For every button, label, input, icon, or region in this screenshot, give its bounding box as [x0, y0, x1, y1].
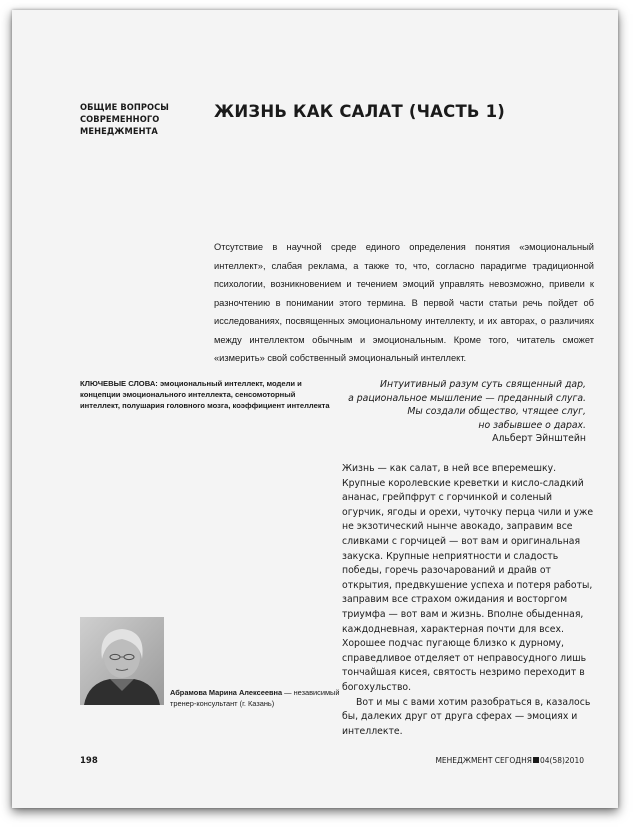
magazine-page	[12, 10, 618, 808]
article-abstract: Отсутствие в научной среде единого определения понятия «эмоциональный интеллект», слабая реклама, а также то, что, согласно парадигме традиционной психологии, возникновением и течением эмоций управлять невозможно, привели к разночтению в понимании этого термина. В первой части статьи речь пойдет об исследованиях, посвященных эмоциональному интеллекту, и их авторах, о различиях между интеллектом обычным и эмоциональным. Кроме того, читатель сможет «измерить» свой собственный эмоциональный интеллект.	[214, 242, 594, 363]
keywords-label: КЛЮЧЕВЫЕ СЛОВА:	[80, 379, 158, 388]
epigraph-line: а рациональное мышление — преданный слуга.	[348, 392, 586, 404]
epigraph-author: Альберт Эйнштейн	[492, 433, 586, 444]
author-name: Абрамова Марина Алексеевна	[170, 688, 283, 697]
author-info	[170, 688, 340, 709]
epigraph-line: но забывшее о дарах.	[478, 419, 586, 431]
page-number: 198	[80, 756, 98, 766]
article-title: ЖИЗНЬ КАК САЛАТ (ЧАСТЬ 1)	[214, 102, 506, 121]
author-description: — независимый тренер-консультант (г. Казань)	[170, 688, 340, 708]
epigraph-line: Мы создали общество, чтящее слуг,	[407, 406, 586, 417]
section-label: ОБЩИЕ ВОПРОСЫ СОВРЕМЕННОГО МЕНЕДЖМЕНТА	[80, 102, 169, 137]
body-paragraph: Вот и мы с вами хотим разобраться в, казалось бы, далеких друг от друга сферах — эмоциях и интеллекте.	[342, 696, 591, 737]
journal-name: МЕНЕДЖМЕНТ СЕГОДНЯ	[435, 756, 532, 765]
epigraph-line: Интуитивный разум суть священный дар,	[380, 379, 586, 390]
journal-footer	[435, 756, 584, 765]
journal-issue: 04(58)2010	[539, 756, 584, 765]
body-paragraph: Жизнь — как салат, в ней все вперемешку. Крупные королевские креветки и кисло-сладкий ананас, грейпфрут с горчинкой и соленый огурчик, ягоды и орехи, чуточку перца чили и уже не экзотический нынче авокадо, заправим все сливками с горчицей — вот вам и оригинальная закуска. Крупные неприятности и сладость победы, горечь разочарований и драйв от открытия, предвкушение успеха и потеря работы, заправим все страхом ожидания и восторгом триумфа — вот вам и жизнь. Вполне обыденная, каждодневная, характерная почти для всех. Хорошее подчас пугающе близко к дурному, справедливое отделяет от неправосудного лишь тончайшая кисея, святость незримо переходит в богохульство.	[342, 463, 594, 693]
article-body	[342, 462, 594, 739]
keywords-text: эмоциональный интеллект, модели и концепции эмоционального интеллекта, сенсомоторный интеллект, полушария головного мозга, коэффициент интеллекта	[80, 379, 330, 410]
epigraph	[342, 378, 586, 446]
square-separator-icon	[533, 757, 539, 763]
keywords-block	[80, 378, 334, 411]
author-portrait-image	[80, 617, 164, 705]
author-photo	[80, 617, 164, 705]
